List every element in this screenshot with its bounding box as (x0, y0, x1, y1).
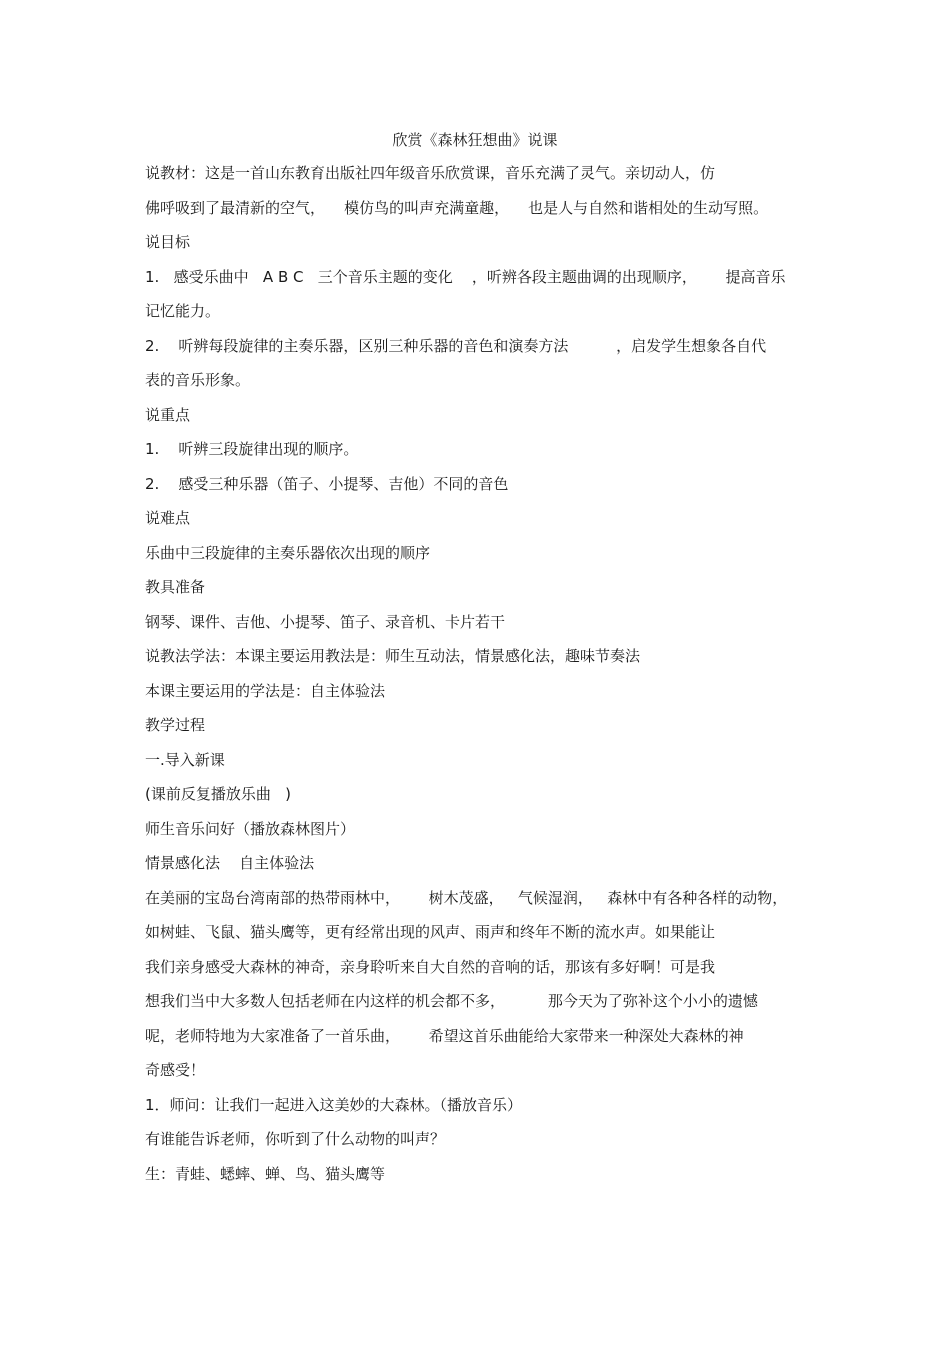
text-line: 2. 听辨每段旋律的主奏乐器，区别三种乐器的音色和演奏方法 ，启发学生想象各自代 (145, 337, 767, 355)
text-line: 奇感受！ (145, 1061, 206, 1079)
text-line: 1. 听辨三段旋律出现的顺序。 (145, 440, 359, 458)
text-line: 记忆能力。 (145, 302, 221, 320)
text-line: 1．师问：让我们一起进入这美妙的大森林。（播放音乐） (145, 1096, 523, 1114)
text-line: 乐曲中三段旋律的主奏乐器依次出现的顺序 (145, 544, 431, 562)
text-line: 如树蛙、飞鼠、猫头鹰等，更有经常出现的风声、雨声和终年不断的流水声。如果能让 (145, 923, 716, 941)
section-heading: 教学过程 (145, 716, 206, 734)
text-line: 我们亲身感受大森林的神奇，亲身聆听来自大自然的音响的话，那该有多好啊！可是我 (145, 958, 716, 976)
text-line: 说教材：这是一首山东教育出版社四年级音乐欣赏课，音乐充满了灵气。亲切动人，仿 (145, 164, 716, 182)
text-line: 情景感化法 自主体验法 (145, 854, 315, 872)
text-line: 师生音乐问好（播放森林图片） (145, 820, 356, 838)
text-line: 2. 感受三种乐器（笛子、小提琴、吉他）不同的音色 (145, 475, 509, 493)
text-line: 在美丽的宝岛台湾南部的热带雨林中， 树木茂盛， 气候湿润， 森林中有各种各样的动物， (145, 889, 788, 907)
section-heading: 一.导入新课 (145, 751, 225, 769)
text-line: 说教法学法：本课主要运用教法是：师生互动法，情景感化法，趣味节奏法 (145, 647, 641, 665)
document-title: 欣赏《森林狂想曲》说课 (392, 131, 558, 149)
text-line: 表的音乐形象。 (145, 371, 251, 389)
section-heading: 说重点 (145, 406, 191, 424)
text-line: 本课主要运用的学法是：自主体验法 (145, 682, 386, 700)
text-line: 1. 感受乐曲中 A B C 三个音乐主题的变化 ，听辨各段主题曲调的出现顺序， 提高音乐 (145, 268, 786, 286)
section-heading: 教具准备 (145, 578, 206, 596)
text-line: 呢，老师特地为大家准备了一首乐曲， 希望这首乐曲能给大家带来一种深处大森林的神 (145, 1027, 744, 1045)
text-line: 想我们当中大多数人包括老师在内这样的机会都不多， 那今天为了弥补这个小小的遗憾 (145, 992, 758, 1010)
text-line: 钢琴、课件、吉他、小提琴、笛子、录音机、卡片若干 (145, 613, 506, 631)
section-heading: 说目标 (145, 233, 191, 251)
text-line: 佛呼吸到了最清新的空气， 模仿鸟的叫声充满童趣， 也是人与自然和谐相处的生动写照。 (145, 199, 769, 217)
text-line: 生：青蛙、蟋蟀、蝉、鸟、猫头鹰等 (145, 1165, 386, 1183)
section-heading: 说难点 (145, 509, 191, 527)
text-line: 有谁能告诉老师，你听到了什么动物的叫声？ (145, 1130, 446, 1148)
text-line: (课前反复播放乐曲 ) (145, 785, 292, 803)
